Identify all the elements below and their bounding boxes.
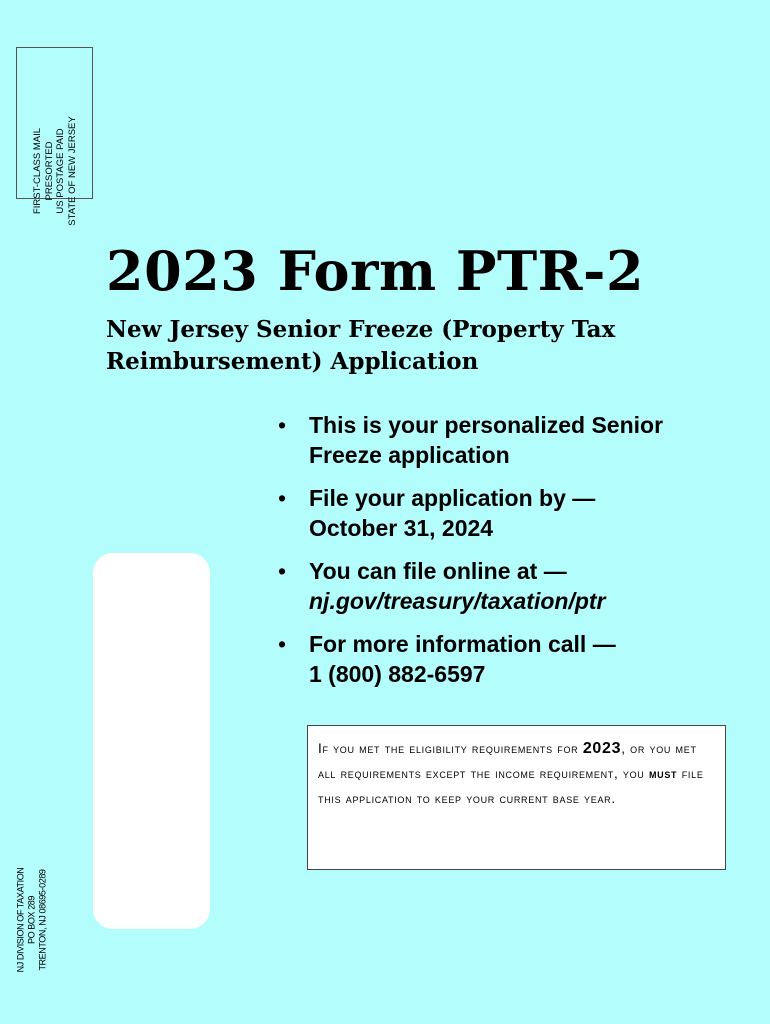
- return-address-line: PO BOX 289: [26, 895, 37, 945]
- bullet-icon: •: [278, 412, 287, 438]
- envelope-address-window: [93, 553, 210, 929]
- bullet-online: [278, 556, 738, 616]
- phone-number: 1 (800) 882-6597: [309, 661, 486, 687]
- postage-line: US POSTAGE PAID: [55, 128, 66, 214]
- bullet-phone: [278, 629, 738, 689]
- postage-line: STATE OF NEW JERSEY: [66, 116, 78, 226]
- bullet-icon: •: [278, 631, 287, 657]
- notice-must: must: [648, 766, 678, 781]
- bullet-text: For more information call —: [309, 631, 616, 657]
- notice-text: , or you met all requirements except the income requirement, you: [318, 741, 697, 781]
- return-address-line: TRENTON, NJ 08695-0289: [37, 869, 48, 971]
- return-address-line: NJ DIVISION OF TAXATION: [15, 867, 26, 973]
- notice-year: 2023: [582, 740, 622, 757]
- postage-text: [32, 101, 78, 241]
- info-bullet-list: [278, 410, 738, 702]
- notice-text: If you met the eligibility requirements for: [318, 741, 583, 756]
- postage-line: PRESORTED: [43, 141, 55, 201]
- postage-indicia: [16, 47, 93, 226]
- bullet-text: You can file online at —: [309, 558, 567, 584]
- return-address: [16, 860, 49, 980]
- bullet-text: Freeze application: [309, 442, 510, 468]
- online-filing-url: nj.gov/treasury/taxation/ptr: [309, 588, 606, 614]
- form-title: 2023 Form PTR-2: [106, 239, 645, 303]
- bullet-deadline: [278, 483, 738, 543]
- bullet-icon: •: [278, 558, 287, 584]
- postage-line: FIRST-CLASS MAIL: [32, 127, 43, 215]
- notice-text: file this application to keep your current base year.: [318, 766, 704, 806]
- bullet-text: This is your personalized Senior: [309, 412, 664, 438]
- bullet-text: File your application by —: [309, 485, 596, 511]
- bullet-icon: •: [278, 485, 287, 511]
- form-subtitle: New Jersey Senior Freeze (Property Tax Reimbursement) Application: [106, 316, 616, 375]
- bullet-personalized: [278, 410, 738, 470]
- eligibility-notice: [307, 725, 726, 870]
- bullet-text: October 31, 2024: [309, 515, 494, 541]
